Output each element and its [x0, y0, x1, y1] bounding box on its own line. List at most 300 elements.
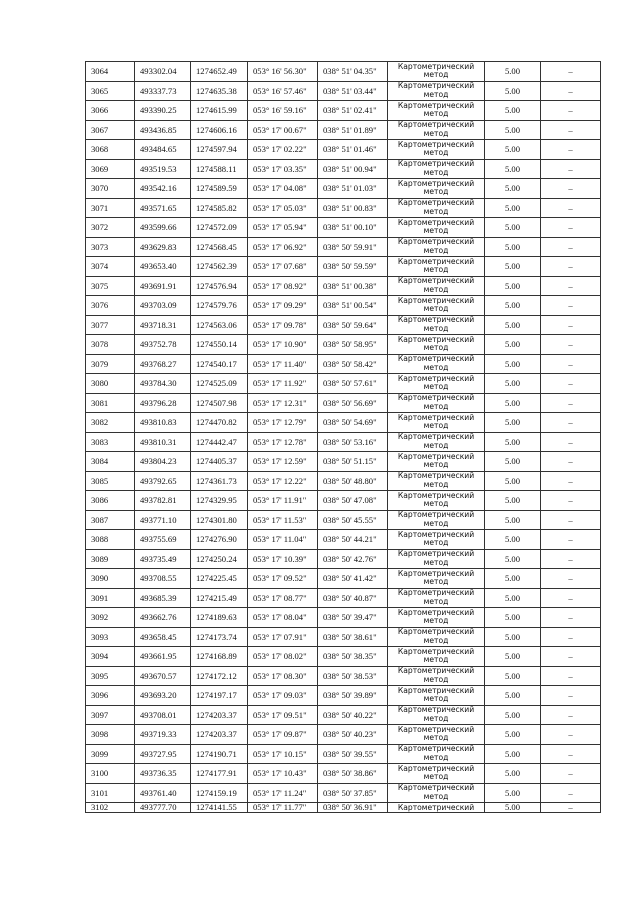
dash-cell: –: [541, 569, 601, 589]
longitude-cell: 038° 50' 42.76": [318, 549, 388, 569]
method-cell: [388, 432, 485, 452]
point-number-cell: 3064: [86, 62, 135, 82]
y-coordinate-cell: 1274576.94: [191, 276, 248, 296]
x-coordinate-cell: 493661.95: [135, 647, 191, 667]
longitude-cell: 038° 51' 01.89": [318, 120, 388, 140]
latitude-cell: 053° 17' 08.77": [248, 588, 318, 608]
y-coordinate-cell: 1274589.59: [191, 179, 248, 199]
x-coordinate-cell: 493792.65: [135, 471, 191, 491]
method-cell: [388, 374, 485, 394]
x-coordinate-cell: 493693.20: [135, 686, 191, 706]
y-coordinate-cell: 1274215.49: [191, 588, 248, 608]
longitude-cell: 038° 51' 00.10": [318, 218, 388, 238]
coordinates-table: [85, 61, 601, 813]
method-cell: [388, 179, 485, 199]
latitude-cell: 053° 17' 12.22": [248, 471, 318, 491]
method-line-2: метод: [423, 596, 449, 606]
x-coordinate-cell: 493670.57: [135, 666, 191, 686]
latitude-cell: 053° 17' 03.35": [248, 159, 318, 179]
method-line-1: Картометрический: [397, 627, 475, 637]
method-cell: [388, 549, 485, 569]
dash-cell: –: [541, 237, 601, 257]
method-line-2: метод: [423, 577, 449, 587]
accuracy-cell: 5.00: [485, 315, 541, 335]
method-line-1: Картометрический: [397, 490, 475, 500]
accuracy-cell: 5.00: [485, 452, 541, 472]
latitude-cell: 053° 16' 56.30": [248, 62, 318, 82]
table-row: [86, 276, 601, 296]
accuracy-cell: 5.00: [485, 491, 541, 511]
y-coordinate-cell: 1274197.17: [191, 686, 248, 706]
longitude-cell: 038° 50' 47.08": [318, 491, 388, 511]
method-cell: [388, 471, 485, 491]
y-coordinate-cell: 1274563.06: [191, 315, 248, 335]
x-coordinate-cell: 493782.81: [135, 491, 191, 511]
x-coordinate-cell: 493542.16: [135, 179, 191, 199]
y-coordinate-cell: 1274507.98: [191, 393, 248, 413]
point-number-cell: 3097: [86, 705, 135, 725]
dash-cell: –: [541, 81, 601, 101]
x-coordinate-cell: 493810.83: [135, 413, 191, 433]
table-row: [86, 530, 601, 550]
y-coordinate-cell: 1274405.37: [191, 452, 248, 472]
point-number-cell: 3089: [86, 549, 135, 569]
method-cell: [388, 296, 485, 316]
method-line-1: Картометрический: [397, 744, 475, 754]
accuracy-cell: 5.00: [485, 218, 541, 238]
point-number-cell: 3085: [86, 471, 135, 491]
accuracy-cell: 5.00: [485, 374, 541, 394]
longitude-cell: 038° 50' 44.21": [318, 530, 388, 550]
dash-cell: –: [541, 549, 601, 569]
table-row: [86, 764, 601, 784]
point-number-cell: 3096: [86, 686, 135, 706]
y-coordinate-cell: 1274568.45: [191, 237, 248, 257]
method-line-2: метод: [423, 538, 449, 548]
point-number-cell: 3080: [86, 374, 135, 394]
table-row: [86, 296, 601, 316]
accuracy-cell: 5.00: [485, 588, 541, 608]
table-row: [86, 101, 601, 121]
accuracy-cell: 5.00: [485, 276, 541, 296]
x-coordinate-cell: 493784.30: [135, 374, 191, 394]
y-coordinate-cell: 1274635.38: [191, 81, 248, 101]
x-coordinate-cell: 493736.35: [135, 764, 191, 784]
table-row: [86, 432, 601, 452]
method-line-1: Картометрический: [397, 588, 475, 598]
point-number-cell: 3090: [86, 569, 135, 589]
method-line-2: метод: [423, 284, 449, 294]
longitude-cell: 038° 50' 38.86": [318, 764, 388, 784]
latitude-cell: 053° 17' 08.02": [248, 647, 318, 667]
dash-cell: –: [541, 335, 601, 355]
dash-cell: –: [541, 744, 601, 764]
method-line-2: метод: [423, 752, 449, 762]
method-line-1: Картометрический: [397, 724, 475, 734]
method-line-1: Картометрический: [397, 607, 475, 617]
x-coordinate-cell: 493691.91: [135, 276, 191, 296]
method-line-2: метод: [423, 148, 449, 158]
accuracy-cell: 5.00: [485, 296, 541, 316]
accuracy-cell: 5.00: [485, 569, 541, 589]
x-coordinate-cell: 493599.66: [135, 218, 191, 238]
y-coordinate-cell: 1274588.11: [191, 159, 248, 179]
y-coordinate-cell: 1274540.17: [191, 354, 248, 374]
x-coordinate-cell: 493629.83: [135, 237, 191, 257]
table-row: [86, 315, 601, 335]
x-coordinate-cell: 493804.23: [135, 452, 191, 472]
point-number-cell: 3081: [86, 393, 135, 413]
method-cell: [388, 276, 485, 296]
point-number-cell: 3067: [86, 120, 135, 140]
x-coordinate-cell: 493436.85: [135, 120, 191, 140]
accuracy-cell: 5.00: [485, 647, 541, 667]
longitude-cell: 038° 50' 38.61": [318, 627, 388, 647]
y-coordinate-cell: 1274250.24: [191, 549, 248, 569]
x-coordinate-cell: 493519.53: [135, 159, 191, 179]
point-number-cell: 3092: [86, 608, 135, 628]
y-coordinate-cell: 1274329.95: [191, 491, 248, 511]
method-line-1: Картометрический: [397, 354, 475, 364]
longitude-cell: 038° 51' 03.44": [318, 81, 388, 101]
point-number-cell: 3091: [86, 588, 135, 608]
accuracy-cell: 5.00: [485, 198, 541, 218]
table-row: [86, 803, 601, 813]
dash-cell: –: [541, 120, 601, 140]
longitude-cell: 038° 50' 59.59": [318, 257, 388, 277]
table-row: [86, 647, 601, 667]
latitude-cell: 053° 17' 10.39": [248, 549, 318, 569]
dash-cell: –: [541, 686, 601, 706]
latitude-cell: 053° 17' 08.92": [248, 276, 318, 296]
latitude-cell: 053° 17' 11.04": [248, 530, 318, 550]
accuracy-cell: 5.00: [485, 257, 541, 277]
accuracy-cell: 5.00: [485, 159, 541, 179]
point-number-cell: 3072: [86, 218, 135, 238]
accuracy-cell: 5.00: [485, 335, 541, 355]
longitude-cell: 038° 50' 57.61": [318, 374, 388, 394]
method-cell: [388, 413, 485, 433]
point-number-cell: 3068: [86, 140, 135, 160]
longitude-cell: 038° 50' 37.85": [318, 783, 388, 803]
x-coordinate-cell: 493777.70: [135, 803, 191, 813]
method-line-1: Картометрический: [397, 412, 475, 422]
y-coordinate-cell: 1274141.55: [191, 803, 248, 813]
accuracy-cell: 5.00: [485, 530, 541, 550]
latitude-cell: 053° 17' 10.43": [248, 764, 318, 784]
latitude-cell: 053° 17' 11.40": [248, 354, 318, 374]
x-coordinate-cell: 493571.65: [135, 198, 191, 218]
table-row: [86, 569, 601, 589]
latitude-cell: 053° 17' 04.08": [248, 179, 318, 199]
accuracy-cell: 5.00: [485, 705, 541, 725]
method-line-2: метод: [423, 460, 449, 470]
latitude-cell: 053° 17' 00.67": [248, 120, 318, 140]
x-coordinate-cell: 493810.31: [135, 432, 191, 452]
longitude-cell: 038° 50' 56.69": [318, 393, 388, 413]
method-line-1: Картометрический: [397, 100, 475, 110]
table-body: [86, 62, 601, 813]
dash-cell: –: [541, 530, 601, 550]
table-row: [86, 354, 601, 374]
longitude-cell: 038° 50' 51.15": [318, 452, 388, 472]
method-line-1: Картометрический: [397, 510, 475, 520]
method-line-1: Картометрический: [397, 159, 475, 169]
method-cell: [388, 81, 485, 101]
accuracy-cell: 5.00: [485, 783, 541, 803]
accuracy-cell: 5.00: [485, 354, 541, 374]
latitude-cell: 053° 17' 05.94": [248, 218, 318, 238]
accuracy-cell: 5.00: [485, 627, 541, 647]
y-coordinate-cell: 1274276.90: [191, 530, 248, 550]
method-line-1: Картометрический: [397, 803, 475, 812]
dash-cell: –: [541, 783, 601, 803]
table-row: [86, 413, 601, 433]
x-coordinate-cell: 493708.55: [135, 569, 191, 589]
accuracy-cell: 5.00: [485, 686, 541, 706]
dash-cell: –: [541, 452, 601, 472]
table-row: [86, 627, 601, 647]
latitude-cell: 053° 17' 11.92": [248, 374, 318, 394]
latitude-cell: 053° 17' 11.91": [248, 491, 318, 511]
point-number-cell: 3083: [86, 432, 135, 452]
method-cell: [388, 198, 485, 218]
x-coordinate-cell: 493337.73: [135, 81, 191, 101]
y-coordinate-cell: 1274652.49: [191, 62, 248, 82]
method-line-1: Картометрический: [397, 217, 475, 227]
method-line-1: Картометрический: [397, 646, 475, 656]
accuracy-cell: 5.00: [485, 803, 541, 813]
dash-cell: –: [541, 179, 601, 199]
point-number-cell: 3070: [86, 179, 135, 199]
longitude-cell: 038° 50' 59.64": [318, 315, 388, 335]
method-cell: [388, 101, 485, 121]
method-cell: [388, 686, 485, 706]
method-cell: [388, 510, 485, 530]
method-line-2: метод: [423, 245, 449, 255]
method-line-2: метод: [423, 167, 449, 177]
y-coordinate-cell: 1274190.71: [191, 744, 248, 764]
table-row: [86, 608, 601, 628]
longitude-cell: 038° 50' 40.22": [318, 705, 388, 725]
x-coordinate-cell: 493768.27: [135, 354, 191, 374]
longitude-cell: 038° 51' 01.46": [318, 140, 388, 160]
x-coordinate-cell: 493755.69: [135, 530, 191, 550]
method-line-2: метод: [423, 713, 449, 723]
method-line-2: метод: [423, 265, 449, 275]
point-number-cell: 3086: [86, 491, 135, 511]
longitude-cell: 038° 50' 59.91": [318, 237, 388, 257]
x-coordinate-cell: 493735.49: [135, 549, 191, 569]
longitude-cell: 038° 51' 04.35": [318, 62, 388, 82]
dash-cell: –: [541, 413, 601, 433]
accuracy-cell: 5.00: [485, 510, 541, 530]
method-cell: [388, 744, 485, 764]
latitude-cell: 053° 17' 05.03": [248, 198, 318, 218]
method-line-1: Картометрический: [397, 373, 475, 383]
method-cell: [388, 257, 485, 277]
point-number-cell: 3088: [86, 530, 135, 550]
y-coordinate-cell: 1274225.45: [191, 569, 248, 589]
y-coordinate-cell: 1274550.14: [191, 335, 248, 355]
x-coordinate-cell: 493727.95: [135, 744, 191, 764]
point-number-cell: 3102: [86, 803, 135, 813]
longitude-cell: 038° 51' 01.03": [318, 179, 388, 199]
accuracy-cell: 5.00: [485, 179, 541, 199]
y-coordinate-cell: 1274203.37: [191, 725, 248, 745]
table-row: [86, 452, 601, 472]
method-cell: [388, 783, 485, 803]
method-cell: [388, 140, 485, 160]
point-number-cell: 3077: [86, 315, 135, 335]
method-line-1: Картометрический: [397, 61, 475, 71]
table-row: [86, 159, 601, 179]
method-line-2: метод: [423, 226, 449, 236]
method-line-1: Картометрический: [397, 237, 475, 247]
x-coordinate-cell: 493703.09: [135, 296, 191, 316]
method-cell: [388, 335, 485, 355]
longitude-cell: 038° 51' 02.41": [318, 101, 388, 121]
latitude-cell: 053° 17' 09.52": [248, 569, 318, 589]
longitude-cell: 038° 51' 00.94": [318, 159, 388, 179]
point-number-cell: 3094: [86, 647, 135, 667]
method-cell: [388, 666, 485, 686]
method-line-2: метод: [423, 655, 449, 665]
method-line-1: Картометрический: [397, 81, 475, 91]
dash-cell: –: [541, 218, 601, 238]
latitude-cell: 053° 17' 12.59": [248, 452, 318, 472]
y-coordinate-cell: 1274361.73: [191, 471, 248, 491]
method-line-2: метод: [423, 791, 449, 801]
longitude-cell: 038° 50' 48.80": [318, 471, 388, 491]
table-row: [86, 81, 601, 101]
table-row: [86, 744, 601, 764]
y-coordinate-cell: 1274159.19: [191, 783, 248, 803]
table-row: [86, 471, 601, 491]
method-cell: [388, 705, 485, 725]
table-row: [86, 783, 601, 803]
latitude-cell: 053° 17' 02.22": [248, 140, 318, 160]
table-row: [86, 666, 601, 686]
table-row: [86, 237, 601, 257]
point-number-cell: 3093: [86, 627, 135, 647]
latitude-cell: 053° 17' 12.79": [248, 413, 318, 433]
latitude-cell: 053° 17' 12.78": [248, 432, 318, 452]
table-row: [86, 198, 601, 218]
method-line-1: Картометрический: [397, 198, 475, 208]
method-line-1: Картометрический: [397, 568, 475, 578]
longitude-cell: 038° 50' 41.42": [318, 569, 388, 589]
x-coordinate-cell: 493484.65: [135, 140, 191, 160]
table-row: [86, 588, 601, 608]
point-number-cell: 3073: [86, 237, 135, 257]
latitude-cell: 053° 17' 09.78": [248, 315, 318, 335]
y-coordinate-cell: 1274203.37: [191, 705, 248, 725]
method-line-2: метод: [423, 401, 449, 411]
point-number-cell: 3078: [86, 335, 135, 355]
longitude-cell: 038° 50' 39.47": [318, 608, 388, 628]
dash-cell: –: [541, 198, 601, 218]
latitude-cell: 053° 17' 11.77": [248, 803, 318, 813]
latitude-cell: 053° 17' 07.91": [248, 627, 318, 647]
y-coordinate-cell: 1274442.47: [191, 432, 248, 452]
point-number-cell: 3095: [86, 666, 135, 686]
method-cell: [388, 764, 485, 784]
method-line-1: Картометрический: [397, 276, 475, 286]
dash-cell: –: [541, 62, 601, 82]
method-line-1: Картометрический: [397, 120, 475, 130]
method-line-2: метод: [423, 674, 449, 684]
table-row: [86, 705, 601, 725]
dash-cell: –: [541, 140, 601, 160]
point-number-cell: 3075: [86, 276, 135, 296]
method-line-2: метод: [423, 109, 449, 119]
method-line-1: Картометрический: [397, 763, 475, 773]
table-row: [86, 491, 601, 511]
method-line-2: метод: [423, 499, 449, 509]
dash-cell: –: [541, 491, 601, 511]
x-coordinate-cell: 493302.04: [135, 62, 191, 82]
point-number-cell: 3087: [86, 510, 135, 530]
dash-cell: –: [541, 608, 601, 628]
method-line-2: метод: [423, 304, 449, 314]
point-number-cell: 3076: [86, 296, 135, 316]
method-cell: [388, 803, 485, 813]
method-line-1: Картометрический: [397, 451, 475, 461]
y-coordinate-cell: 1274177.91: [191, 764, 248, 784]
method-line-2: метод: [423, 70, 449, 80]
method-line-1: Картометрический: [397, 529, 475, 539]
method-line-2: метод: [423, 187, 449, 197]
x-coordinate-cell: 493771.10: [135, 510, 191, 530]
method-cell: [388, 237, 485, 257]
method-cell: [388, 62, 485, 82]
method-line-2: метод: [423, 128, 449, 138]
dash-cell: –: [541, 432, 601, 452]
dash-cell: –: [541, 666, 601, 686]
accuracy-cell: 5.00: [485, 471, 541, 491]
dash-cell: –: [541, 725, 601, 745]
method-line-2: метод: [423, 694, 449, 704]
method-cell: [388, 218, 485, 238]
point-number-cell: 3071: [86, 198, 135, 218]
x-coordinate-cell: 493719.33: [135, 725, 191, 745]
accuracy-cell: 5.00: [485, 744, 541, 764]
longitude-cell: 038° 50' 40.23": [318, 725, 388, 745]
y-coordinate-cell: 1274470.82: [191, 413, 248, 433]
method-line-1: Картометрический: [397, 139, 475, 149]
latitude-cell: 053° 17' 08.04": [248, 608, 318, 628]
method-line-2: метод: [423, 421, 449, 431]
method-cell: [388, 354, 485, 374]
point-number-cell: 3101: [86, 783, 135, 803]
accuracy-cell: 5.00: [485, 237, 541, 257]
dash-cell: –: [541, 315, 601, 335]
longitude-cell: 038° 51' 00.83": [318, 198, 388, 218]
latitude-cell: 053° 17' 11.24": [248, 783, 318, 803]
point-number-cell: 3082: [86, 413, 135, 433]
accuracy-cell: 5.00: [485, 62, 541, 82]
method-line-2: метод: [423, 89, 449, 99]
point-number-cell: 3065: [86, 81, 135, 101]
point-number-cell: 3099: [86, 744, 135, 764]
dash-cell: –: [541, 588, 601, 608]
y-coordinate-cell: 1274172.12: [191, 666, 248, 686]
y-coordinate-cell: 1274301.80: [191, 510, 248, 530]
dash-cell: –: [541, 354, 601, 374]
method-line-1: Картометрический: [397, 432, 475, 442]
table-row: [86, 257, 601, 277]
